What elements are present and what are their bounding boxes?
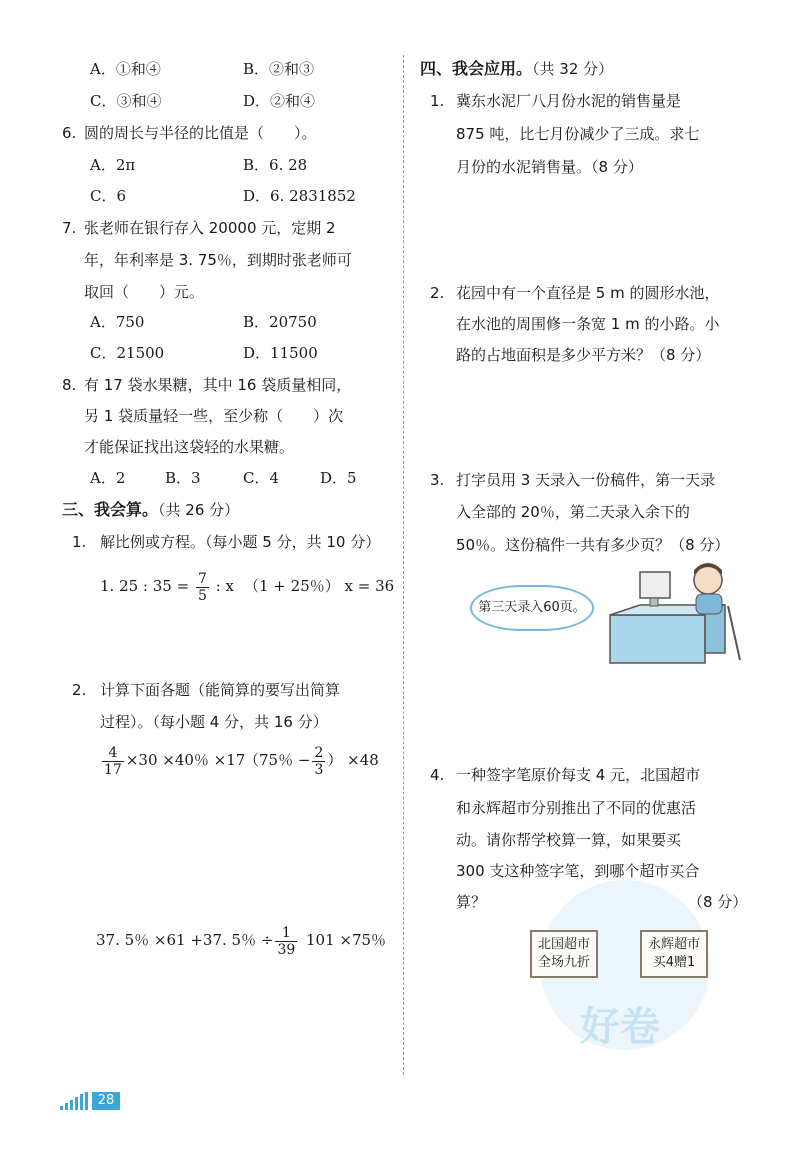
q8-option-d: D．5 (320, 469, 357, 487)
section-3-heading (62, 500, 239, 520)
watermark-text: 好卷 (580, 1004, 660, 1050)
eq1-left: 1. 25 : 35 = (100, 577, 190, 595)
section-3-title: 三、我会算。 (62, 500, 159, 519)
s3q1-text: 解比例或方程。（每小题 5 分，共 10 分） (100, 533, 381, 551)
speech-bubble: 第三天录入60页。 (470, 585, 594, 631)
c1-rest: ×30 ×40％ ×17 (125, 751, 246, 769)
r4-line-1: 一种签字笔原价每支 4 元，北国超市 (456, 766, 701, 784)
c1-numerator: 4 (102, 745, 124, 762)
q6-option-b: B．6. 28 (243, 156, 308, 174)
calc-1 (100, 742, 245, 778)
s3q2-line-2: 过程）。（每小题 4 分，共 16 分） (100, 713, 328, 731)
r3-line-1: 打字员用 3 天录入一份稿件，第一天录 (456, 471, 716, 489)
r1-line-2: 875 吨，比七月份减少了三成。求七 (456, 125, 700, 143)
r2-line-3: 路的占地面积是多少平方米？（8 分） (456, 346, 711, 364)
calc-2 (244, 742, 379, 778)
q6-option-a: A．2π (90, 156, 136, 174)
sign-yonghui-line-1: 永辉超市 (648, 937, 701, 952)
q8-number: 8. (62, 376, 77, 394)
q7-line-3: 取回（ ）元。 (84, 283, 205, 301)
r1-number: 1. (430, 92, 445, 110)
r3-number: 3. (430, 471, 445, 489)
q6-option-c: C．6 (90, 187, 127, 205)
q7-number: 7. (62, 219, 77, 237)
r4-number: 4. (430, 766, 445, 784)
eq1-denominator: 5 (197, 587, 207, 604)
equation-2: （1 + 25％） x = 36 (244, 577, 395, 595)
sign-yonghui (640, 930, 708, 978)
q8-option-c: C．4 (243, 469, 280, 487)
section-4-heading (420, 59, 613, 79)
s3q1-number: 1. (72, 533, 87, 551)
q5-option-c: C．③和④ (90, 92, 162, 110)
r4-score: （8 分） (688, 893, 748, 911)
q7-line-2: 年，年利率是 3. 75％，到期时张老师可 (84, 251, 352, 269)
c2-numerator: 2 (314, 744, 324, 761)
q7-option-c: C．21500 (90, 344, 165, 362)
r2-line-1: 花园中有一个直径是 5 m 的圆形水池， (456, 284, 720, 302)
q7-option-b: B．20750 (243, 313, 317, 331)
c2-right: ） ×48 (327, 751, 379, 769)
section-3-score: （共 26 分） (158, 501, 240, 519)
section-4-title: 四、我会应用。 (420, 59, 533, 78)
c3-left: 37. 5％ ×61 +37. 5％ ÷ (96, 931, 274, 949)
q5-option-d: D．②和④ (243, 92, 316, 110)
r4-line-2: 和永辉超市分别推出了不同的优惠活 (456, 799, 697, 817)
c1-fraction (102, 745, 124, 778)
sign-beiguo-line-2: 全场九折 (538, 955, 591, 970)
q7-option-a: A．750 (90, 313, 145, 331)
s3q2-line-1: 计算下面各题（能简算的要写出简算 (100, 681, 341, 699)
q8-line-3: 才能保证找出这袋轻的水果糖。 (84, 438, 295, 456)
q7-line-1: 张老师在银行存入 20000 元，定期 2 (84, 219, 336, 237)
q8-option-b: B．3 (165, 469, 201, 487)
q6-text: 圆的周长与半径的比值是（ ）。 (84, 124, 317, 142)
desk-icon (610, 615, 705, 663)
s3q2-number: 2. (72, 681, 87, 699)
typist-illustration (600, 560, 750, 670)
column-divider (403, 55, 404, 1075)
sign-beiguo-line-1: 北国超市 (538, 937, 591, 952)
eq1-numerator: 7 (197, 570, 207, 587)
r2-number: 2. (430, 284, 445, 302)
section-4-score: （共 32 分） (532, 60, 614, 78)
q7-option-d: D．11500 (243, 344, 318, 362)
c3-denominator: 39 (277, 941, 296, 958)
r3-line-3: 50％。这份稿件一共有多少页？（8 分） (456, 536, 730, 554)
page-number: 28 (92, 1092, 120, 1110)
r2-line-2: 在水池的周围修一条宽 1 m 的小路。小 (456, 315, 720, 333)
r1-line-3: 月份的水泥销售量。（8 分） (456, 158, 643, 176)
sign-yonghui-line-2: 买4赠1 (652, 955, 696, 970)
eq1-right: : x (215, 577, 234, 595)
equation-1 (100, 568, 234, 604)
c2-fraction (312, 745, 325, 778)
q6-option-d: D．6. 2831852 (243, 187, 356, 205)
r4-line-5: 算？ (456, 893, 487, 911)
r4-line-3: 动。请你帮学校算一算，如果要买 (456, 831, 682, 849)
q6-number: 6. (62, 124, 77, 142)
r3-line-2: 入全部的 20％，第二天录入余下的 (456, 503, 690, 521)
q8-option-a: A．2 (90, 469, 126, 487)
c3-fraction (275, 925, 297, 958)
q5-option-b: B．②和③ (243, 60, 315, 78)
computer-monitor-icon (640, 572, 670, 598)
r4-line-4: 300 支这种签字笔，到哪个超市买合 (456, 862, 700, 880)
calc-3 (96, 922, 299, 958)
c1-denominator: 17 (104, 761, 122, 778)
r1-line-1: 冀东水泥厂八月份水泥的销售量是 (456, 92, 682, 110)
sign-beiguo (530, 930, 598, 978)
calc-4: 101 ×75％ (306, 931, 387, 949)
page-bar-icon (60, 1092, 90, 1110)
eq1-fraction (196, 571, 209, 604)
q8-line-2: 另 1 袋质量轻一些，至少称（ ）次 (84, 407, 344, 425)
c3-numerator: 1 (275, 925, 297, 942)
c2-left: （75％ − (244, 751, 311, 769)
q5-option-a: A．①和④ (90, 60, 161, 78)
c2-denominator: 3 (314, 761, 324, 778)
q8-line-1: 有 17 袋水果糖，其中 16 袋质量相同， (84, 376, 352, 394)
